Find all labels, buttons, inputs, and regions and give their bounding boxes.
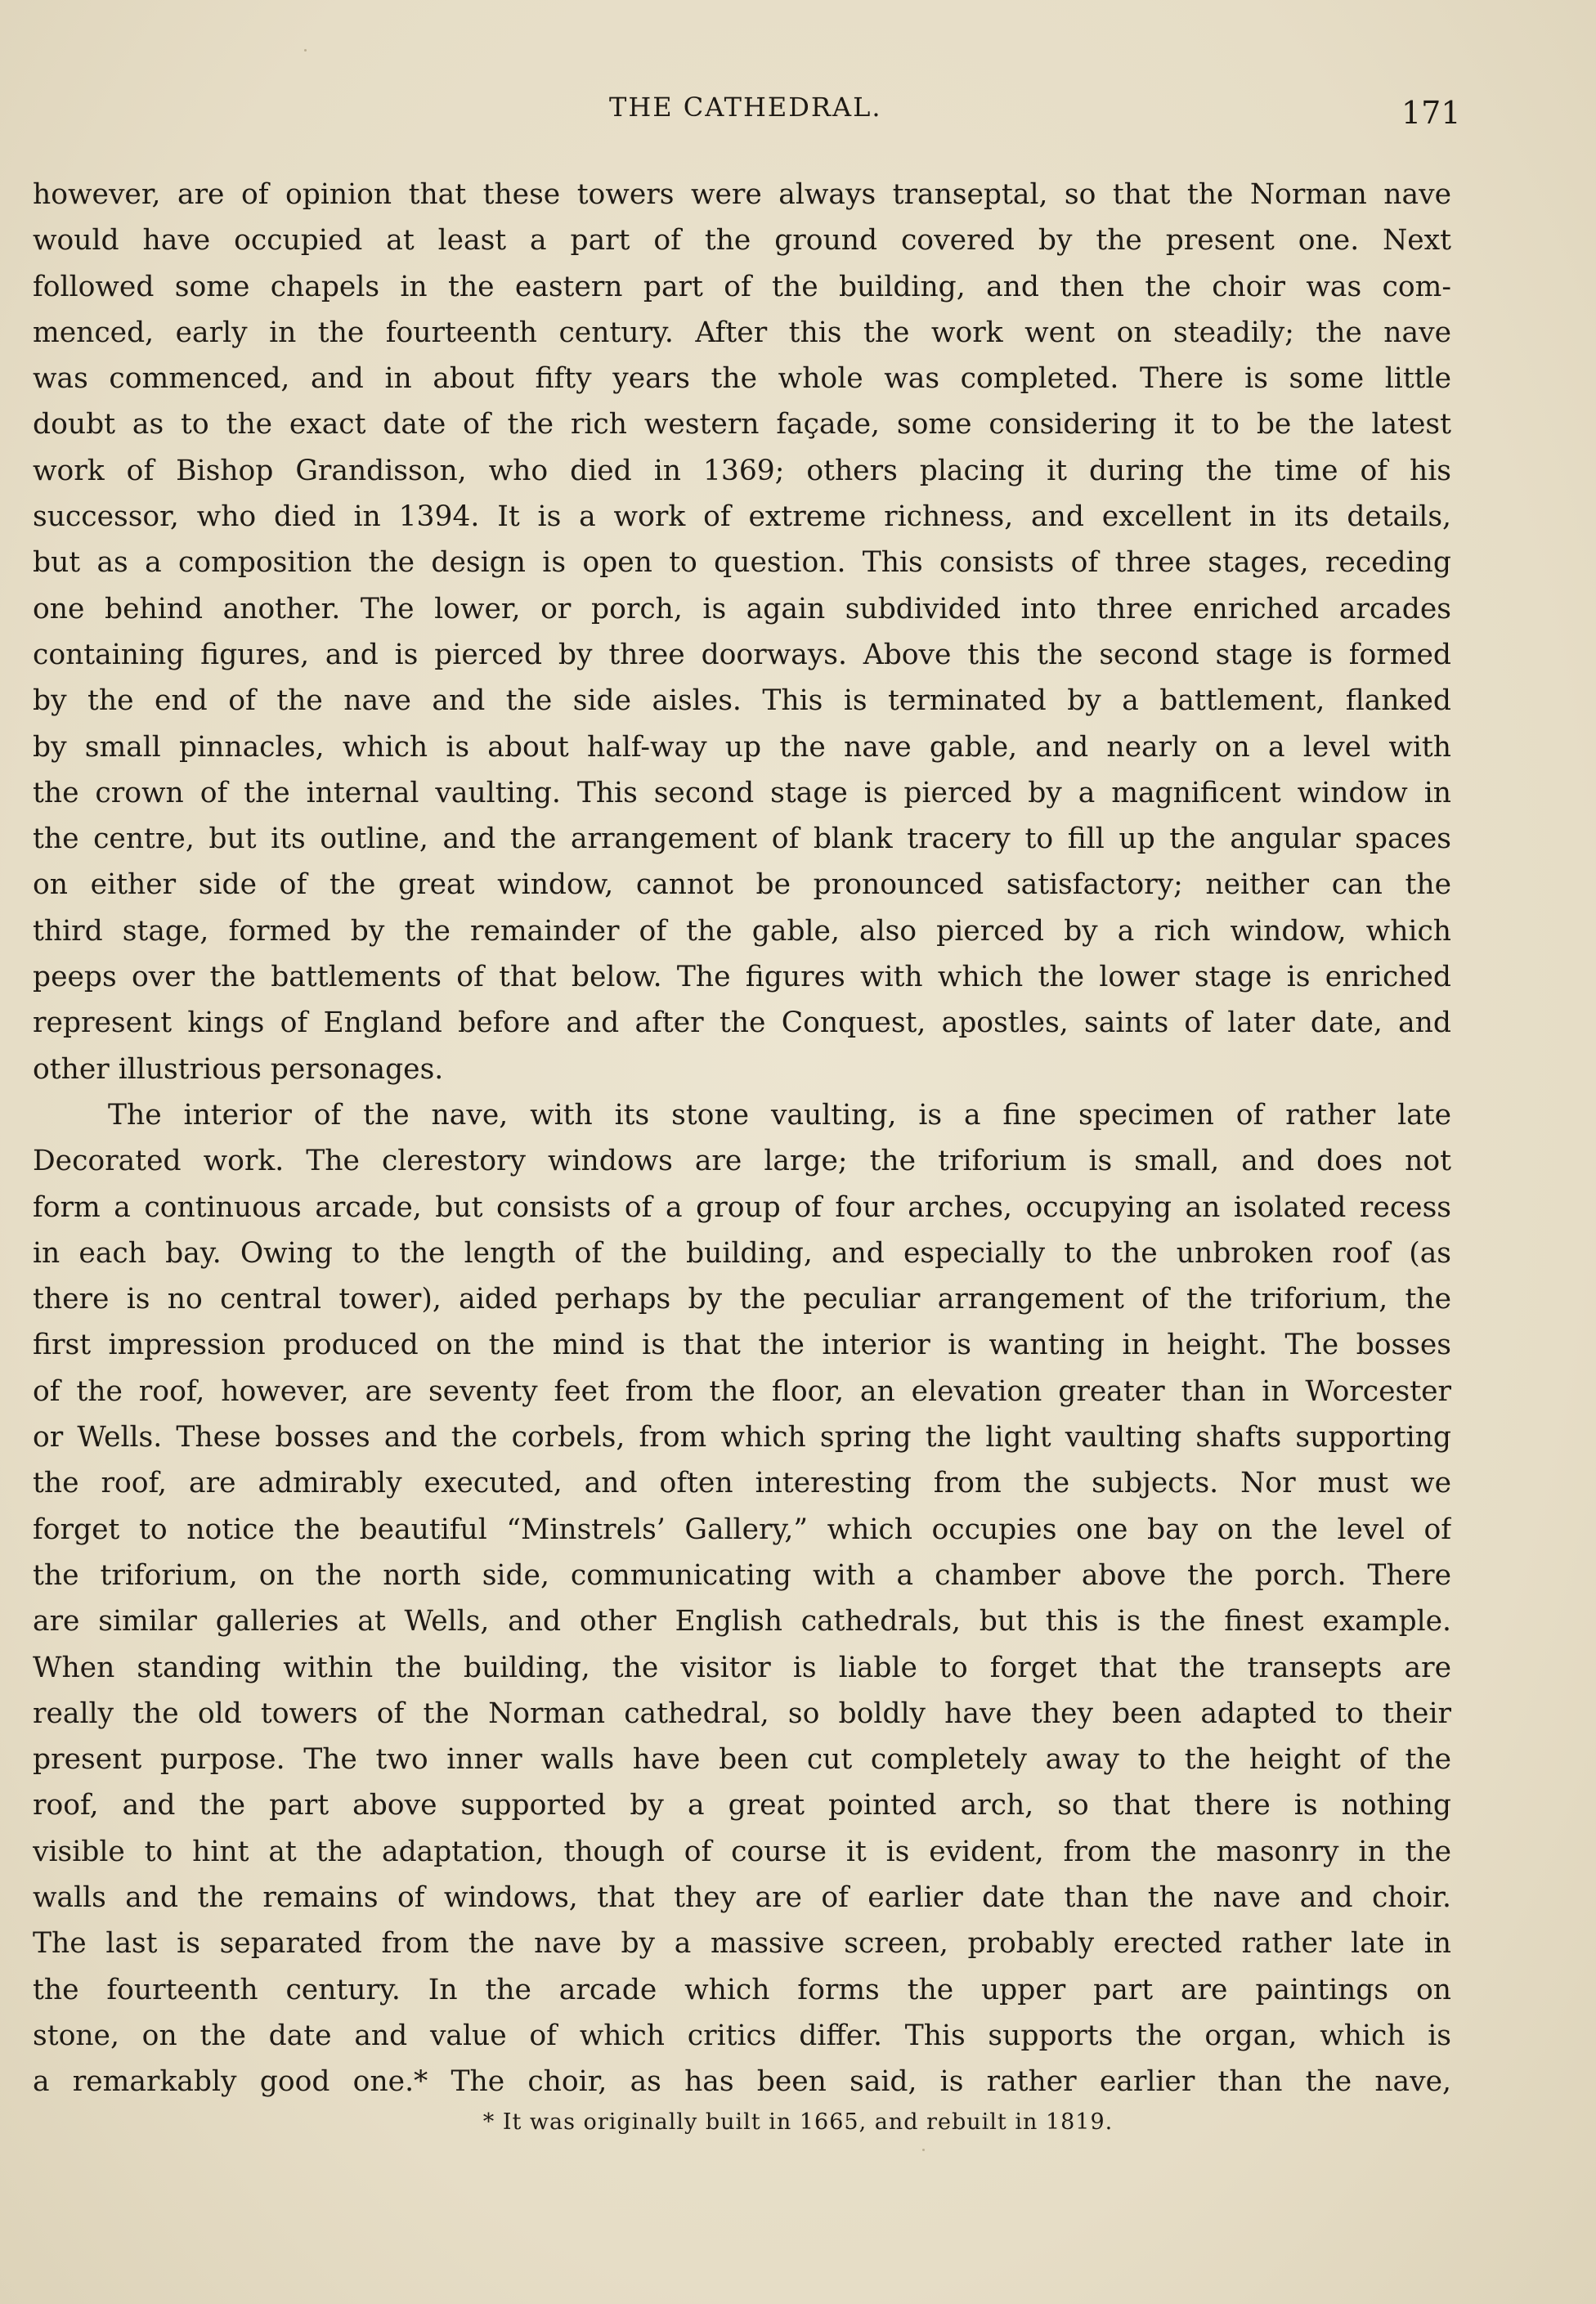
text-line: really the old towers of the Norman cathedral, so boldly have they been adapted to their — [33, 1697, 1451, 1730]
text-line: one behind another. The lower, or porch, is again subdivided into three enriched arcades — [33, 592, 1451, 625]
text-line: work of Bishop Grandisson, who died in 1369; others placing it during the time of his — [33, 454, 1451, 487]
text-line: the fourteenth century. In the arcade which forms the upper part are paintings on — [33, 1973, 1451, 2006]
page-number: 171 — [1401, 95, 1461, 131]
text-line: When standing within the building, the visitor is liable to forget that the transepts are — [33, 1651, 1451, 1684]
text-line: The last is separated from the nave by a massive screen, probably erected rather late in — [33, 1927, 1451, 1961]
text-line: or Wells. These bosses and the corbels, from which spring the light vaulting shafts supporting — [33, 1421, 1451, 1455]
footnote: * It was originally built in 1665, and rebuilt in 1819. — [482, 2109, 1114, 2135]
text-line: menced, early in the fourteenth century. After this the work went on steadily; the nave — [33, 316, 1451, 349]
running-title: THE CATHEDRAL. — [609, 92, 882, 123]
text-line: peeps over the battlements of that below. The figures with which the lower stage is enriched — [33, 961, 1451, 994]
paragraph — [33, 172, 1451, 1092]
text-line: by small pinnacles, which is about half-way up the nave gable, and nearly on a level with — [33, 730, 1451, 764]
text-line: third stage, formed by the remainder of the gable, also pierced by a rich window, which — [33, 914, 1451, 948]
paper-speck — [922, 2149, 925, 2151]
text-line: visible to hint at the adaptation, though of course it is evident, from the masonry in the — [33, 1835, 1451, 1868]
text-line: containing figures, and is pierced by three doorways. Above this the second stage is formed — [33, 638, 1451, 671]
text-line: followed some chapels in the eastern part of the building, and then the choir was com- — [33, 270, 1451, 303]
text-line: but as a composition the design is open to question. This consists of three stages, receding — [33, 546, 1451, 580]
paragraph — [33, 1092, 1451, 2105]
running-header — [0, 92, 1596, 141]
text-line: first impression produced on the mind is that the interior is wanting in height. The bosses — [33, 1329, 1451, 1362]
text-line: there is no central tower), aided perhaps by the peculiar arrangement of the triforium, the — [33, 1283, 1451, 1316]
text-line: was commenced, and in about fifty years the whole was completed. There is some little — [33, 362, 1451, 396]
text-line: the centre, but its outline, and the arrangement of blank tracery to fill up the angular spaces — [33, 823, 1451, 856]
text-line: would have occupied at least a part of the ground covered by the present one. Next — [33, 224, 1451, 258]
body-text — [33, 172, 1451, 2105]
text-line: The interior of the nave, with its stone vaulting, is a fine specimen of rather late — [108, 1098, 1451, 1132]
text-line: on either side of the great window, cannot be pronounced satisfactory; neither can the — [33, 868, 1451, 902]
text-line: stone, on the date and value of which critics differ. This supports the organ, which is — [33, 2019, 1451, 2052]
text-line: a remarkably good one.* The choir, as has been said, is rather earlier than the nave, — [33, 2065, 1451, 2099]
text-line: walls and the remains of windows, that they are of earlier date than the nave and choir. — [33, 1880, 1451, 1914]
text-line: other illustrious personages. — [33, 1052, 444, 1086]
paper-speck — [304, 49, 307, 52]
text-line: present purpose. The two inner walls have been cut completely away to the height of the — [33, 1743, 1451, 1777]
text-line: doubt as to the exact date of the rich western façade, some considering it to be the latest — [33, 408, 1451, 442]
text-line: represent kings of England before and after the Conquest, apostles, saints of later date, and — [33, 1006, 1451, 1040]
text-line: of the roof, however, are seventy feet from the floor, an elevation greater than in Worcester — [33, 1374, 1451, 1408]
text-line: roof, and the part above supported by a great pointed arch, so that there is nothing — [33, 1789, 1451, 1822]
text-line: form a continuous arcade, but consists of a group of four arches, occupying an isolated recess — [33, 1190, 1451, 1224]
text-line: forget to notice the beautiful “Minstrels’ Gallery,” which occupies one bay on the level of — [33, 1513, 1451, 1546]
text-line: Decorated work. The clerestory windows are large; the triforium is small, and does not — [33, 1145, 1451, 1178]
text-line: the roof, are admirably executed, and often interesting from the subjects. Nor must we — [33, 1467, 1451, 1500]
text-line: in each bay. Owing to the length of the building, and especially to the unbroken roof (as — [33, 1236, 1451, 1270]
text-line: however, are of opinion that these towers were always transeptal, so that the Norman nave — [33, 178, 1451, 211]
text-line: by the end of the nave and the side aisles. This is terminated by a battlement, flanked — [33, 684, 1451, 718]
text-line: the crown of the internal vaulting. This second stage is pierced by a magnificent window in — [33, 776, 1451, 809]
text-line: are similar galleries at Wells, and other English cathedrals, but this is the finest example. — [33, 1605, 1451, 1638]
text-line: the triforium, on the north side, communicating with a chamber above the porch. There — [33, 1558, 1451, 1592]
text-line: successor, who died in 1394. It is a work of extreme richness, and excellent in its details, — [33, 500, 1451, 534]
